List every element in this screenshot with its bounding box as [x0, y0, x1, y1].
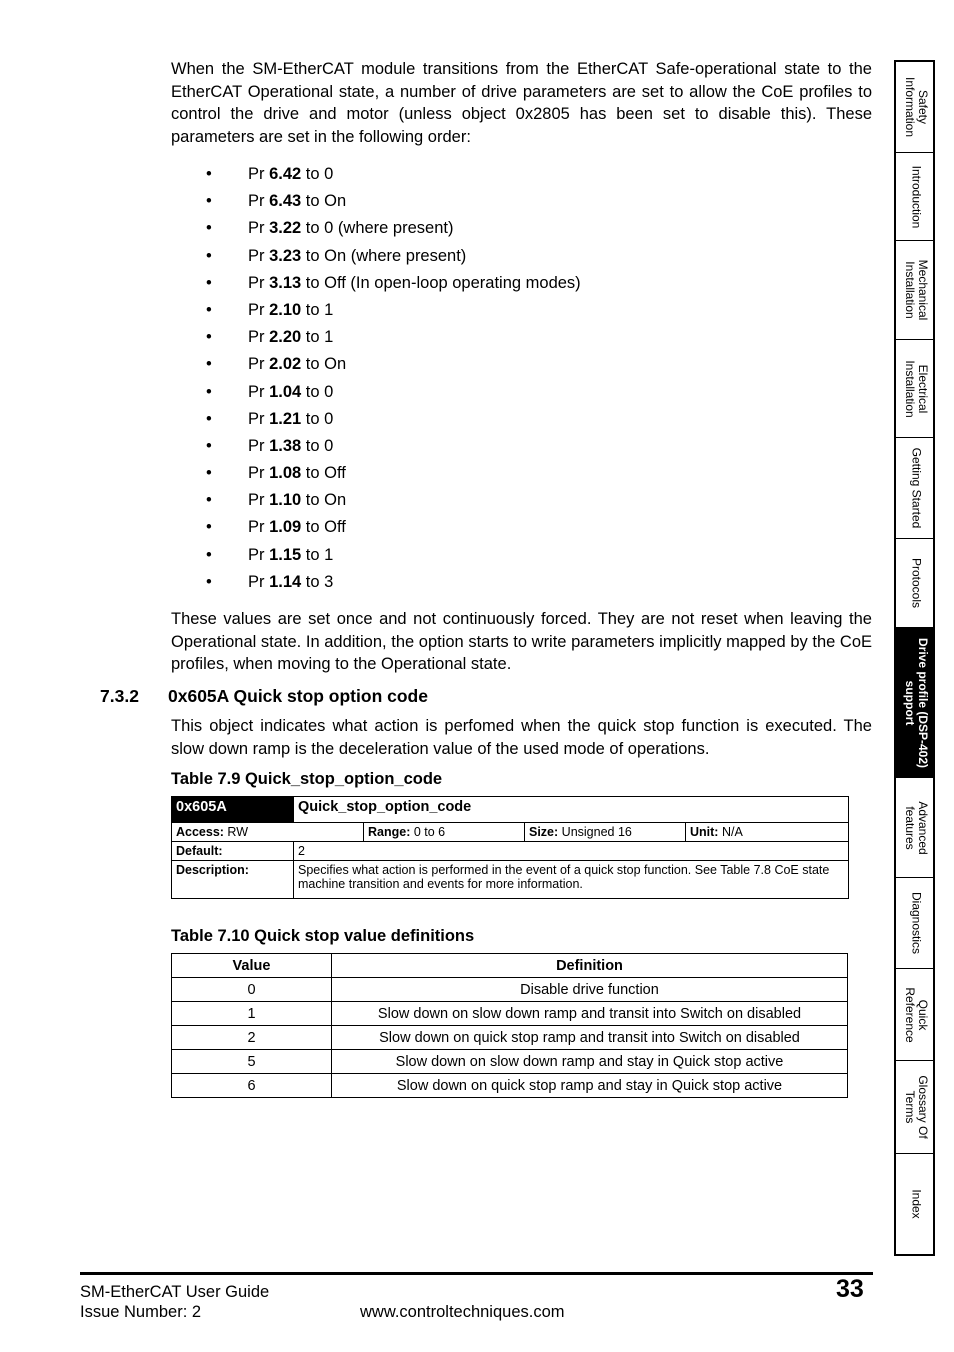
bullet: •: [206, 518, 212, 537]
bullet: •: [206, 246, 212, 265]
param-prefix: Pr: [248, 518, 270, 537]
section-tab[interactable]: [896, 1061, 935, 1154]
parameter-item: [171, 245, 771, 272]
bullet: •: [206, 165, 212, 183]
range-cell: Range: 0 to 6: [364, 823, 525, 842]
object-name: Quick_stop_option_code: [294, 797, 849, 823]
parameter-item: [171, 299, 771, 326]
param-prefix: Pr: [248, 219, 270, 238]
section-tab[interactable]: [896, 1154, 935, 1254]
parameter-item: [171, 190, 771, 217]
section-tab-label: Electrical Installation: [902, 359, 930, 418]
parameter-item: [171, 163, 771, 190]
section-tab-label: Mechanical Installation: [902, 259, 930, 321]
param-setting: to Off (In open-loop operating modes): [301, 273, 581, 292]
description-label: Description:: [172, 861, 294, 899]
param-number: 2.02: [269, 355, 302, 374]
section-tab[interactable]: [896, 628, 935, 778]
param-prefix: Pr: [248, 246, 270, 265]
param-prefix: Pr: [248, 192, 270, 211]
object-index: 0x605A: [172, 797, 294, 823]
section-tab[interactable]: [896, 241, 935, 340]
param-setting: to 1: [301, 545, 334, 564]
section-tab[interactable]: [896, 438, 935, 539]
parameter-item: [171, 353, 771, 380]
section-tab-label: Getting Started: [909, 447, 923, 529]
section-tab-label: Introduction: [909, 165, 923, 228]
parameter-item: [171, 516, 771, 543]
param-number: 1.21: [269, 409, 302, 428]
table10-caption: Table 7.10 Quick stop value definitions: [171, 927, 475, 945]
bullet: •: [206, 545, 212, 564]
param-prefix: Pr: [248, 436, 270, 455]
parameter-item: [171, 571, 771, 598]
value-cell: 0: [172, 978, 332, 1002]
section-tab[interactable]: [896, 62, 935, 153]
param-number: 2.20: [269, 328, 302, 347]
bullet: •: [206, 219, 212, 238]
param-setting: to On: [301, 192, 347, 211]
bullet: •: [206, 491, 212, 510]
param-prefix: Pr: [248, 545, 270, 564]
param-setting: to 0: [301, 382, 334, 401]
default-value: 2: [294, 842, 849, 861]
size-cell: Size: Unsigned 16: [525, 823, 686, 842]
param-prefix: Pr: [248, 464, 270, 483]
section-tab-label: Glossary Of Terms: [902, 1075, 930, 1139]
param-prefix: Pr: [248, 491, 270, 510]
object-table: [171, 796, 849, 899]
bullet: •: [206, 355, 212, 374]
value-cell: 2: [172, 1026, 332, 1050]
param-prefix: Pr: [248, 300, 270, 319]
parameter-item: [171, 435, 771, 462]
section-tab[interactable]: [896, 153, 935, 241]
bullet: •: [206, 382, 212, 401]
param-number: 1.09: [269, 518, 302, 537]
parameter-item: [171, 489, 771, 516]
table-row: [172, 1002, 848, 1026]
param-number: 1.14: [269, 572, 302, 591]
section-tab[interactable]: [896, 340, 935, 438]
param-setting: to 0 (where present): [301, 219, 454, 238]
parameter-item: [171, 217, 771, 244]
param-number: 3.23: [269, 246, 302, 265]
unit-cell: Unit: N/A: [686, 823, 849, 842]
param-setting: to On: [301, 491, 347, 510]
param-setting: to 3: [301, 572, 334, 591]
definition-cell: Slow down on quick stop ramp and transit into Switch on disabled: [332, 1026, 848, 1050]
definition-cell: Slow down on slow down ramp and stay in Quick stop active: [332, 1050, 848, 1074]
section-tab-label: Protocols: [909, 557, 923, 609]
bullet: •: [206, 409, 212, 428]
parameter-item: [171, 381, 771, 408]
param-prefix: Pr: [248, 382, 270, 401]
param-prefix: Pr: [248, 328, 270, 347]
bullet: •: [206, 273, 212, 292]
table-row: [172, 1026, 848, 1050]
section-tab[interactable]: [896, 778, 935, 878]
bullet: •: [206, 300, 212, 319]
page-number: 33: [836, 1275, 864, 1303]
section-tab-label: Index: [909, 1189, 923, 1219]
section-tab[interactable]: [896, 878, 935, 969]
section-tab-label: Advanced features: [902, 800, 930, 855]
parameter-item: [171, 272, 771, 299]
issue-number: Issue Number: 2: [80, 1303, 202, 1321]
param-number: 2.10: [269, 300, 302, 319]
bullet: •: [206, 572, 212, 591]
param-setting: to Off: [301, 518, 346, 537]
section-tab[interactable]: [896, 539, 935, 628]
section-tab-label: Quick Reference: [902, 986, 930, 1043]
section-tab-label: Drive profile (DSP-402) support: [902, 637, 930, 768]
after-paragraph: These values are set once and not continuously forced. They are not reset when leaving the Operational state. In addition, the option starts to write parameters implicitly mapped by the CoE profiles, when moving to the Operational state.: [171, 610, 872, 674]
default-label: Default:: [172, 842, 294, 861]
param-number: 6.43: [269, 192, 302, 211]
section-paragraph: This object indicates what action is perfomed when the quick stop function is executed. The slow down ramp is the deceleration value of the used mode of operations.: [171, 717, 872, 758]
section-tab-label: Diagnostics: [909, 891, 923, 955]
table-row: [172, 1050, 848, 1074]
param-setting: to 1: [301, 328, 334, 347]
param-number: 6.42: [269, 165, 302, 183]
parameter-item: [171, 544, 771, 571]
section-number: 7.3.2: [100, 686, 139, 706]
param-number: 1.04: [269, 382, 302, 401]
section-title: 0x605A Quick stop option code: [168, 686, 428, 706]
definition-cell: Disable drive function: [332, 978, 848, 1002]
param-prefix: Pr: [248, 409, 270, 428]
param-number: 3.22: [269, 219, 302, 238]
param-number: 1.08: [269, 464, 302, 483]
value-cell: 5: [172, 1050, 332, 1074]
table-row: [172, 978, 848, 1002]
value-table: [171, 953, 848, 1098]
guide-title: SM-EtherCAT User Guide: [80, 1283, 270, 1301]
value-cell: 1: [172, 1002, 332, 1026]
bullet: •: [206, 192, 212, 211]
definition-cell: Slow down on slow down ramp and transit into Switch on disabled: [332, 1002, 848, 1026]
value-header: Value: [172, 954, 332, 978]
param-prefix: Pr: [248, 273, 270, 292]
param-prefix: Pr: [248, 165, 270, 183]
section-tab[interactable]: [896, 969, 935, 1061]
parameter-item: [171, 462, 771, 489]
param-setting: to On: [301, 355, 347, 374]
bullet: •: [206, 436, 212, 455]
param-number: 1.15: [269, 545, 302, 564]
param-setting: to 0: [301, 436, 334, 455]
table-row: [172, 1074, 848, 1098]
definition-header: Definition: [332, 954, 848, 978]
param-number: 3.13: [269, 273, 302, 292]
parameter-list: [171, 163, 771, 598]
bullet: •: [206, 464, 212, 483]
param-number: 1.10: [269, 491, 302, 510]
param-prefix: Pr: [248, 355, 270, 374]
param-number: 1.38: [269, 436, 302, 455]
access-cell: Access: RW: [172, 823, 364, 842]
value-cell: 6: [172, 1074, 332, 1098]
param-setting: to On (where present): [301, 246, 467, 265]
param-prefix: Pr: [248, 572, 270, 591]
section-tab-label: Safety Information: [902, 76, 930, 138]
param-setting: to Off: [301, 464, 346, 483]
bullet: •: [206, 328, 212, 347]
section-tabs: [894, 60, 935, 1256]
section-heading: [100, 686, 428, 707]
intro-paragraph: When the SM-EtherCAT module transitions from the EtherCAT Safe-operational state to the EtherCAT Operational state, a number of drive parameters are set to allow the CoE profiles to control the drive and motor (unless object 0x2805 has been set to disable this). These parameters are set in the following order:: [171, 60, 872, 146]
parameter-item: [171, 326, 771, 353]
table9-caption: Table 7.9 Quick_stop_option_code: [171, 770, 443, 788]
param-setting: to 1: [301, 300, 334, 319]
footer-rule: [80, 1272, 873, 1275]
website: www.controltechniques.com: [360, 1303, 565, 1321]
description-value: Specifies what action is performed in the event of a quick stop function. See Table 7.8 CoE state machine transition and events for more information.: [294, 861, 849, 899]
definition-cell: Slow down on quick stop ramp and stay in Quick stop active: [332, 1074, 848, 1098]
parameter-item: [171, 408, 771, 435]
param-setting: to 0: [301, 409, 334, 428]
param-setting: to 0: [301, 165, 334, 183]
